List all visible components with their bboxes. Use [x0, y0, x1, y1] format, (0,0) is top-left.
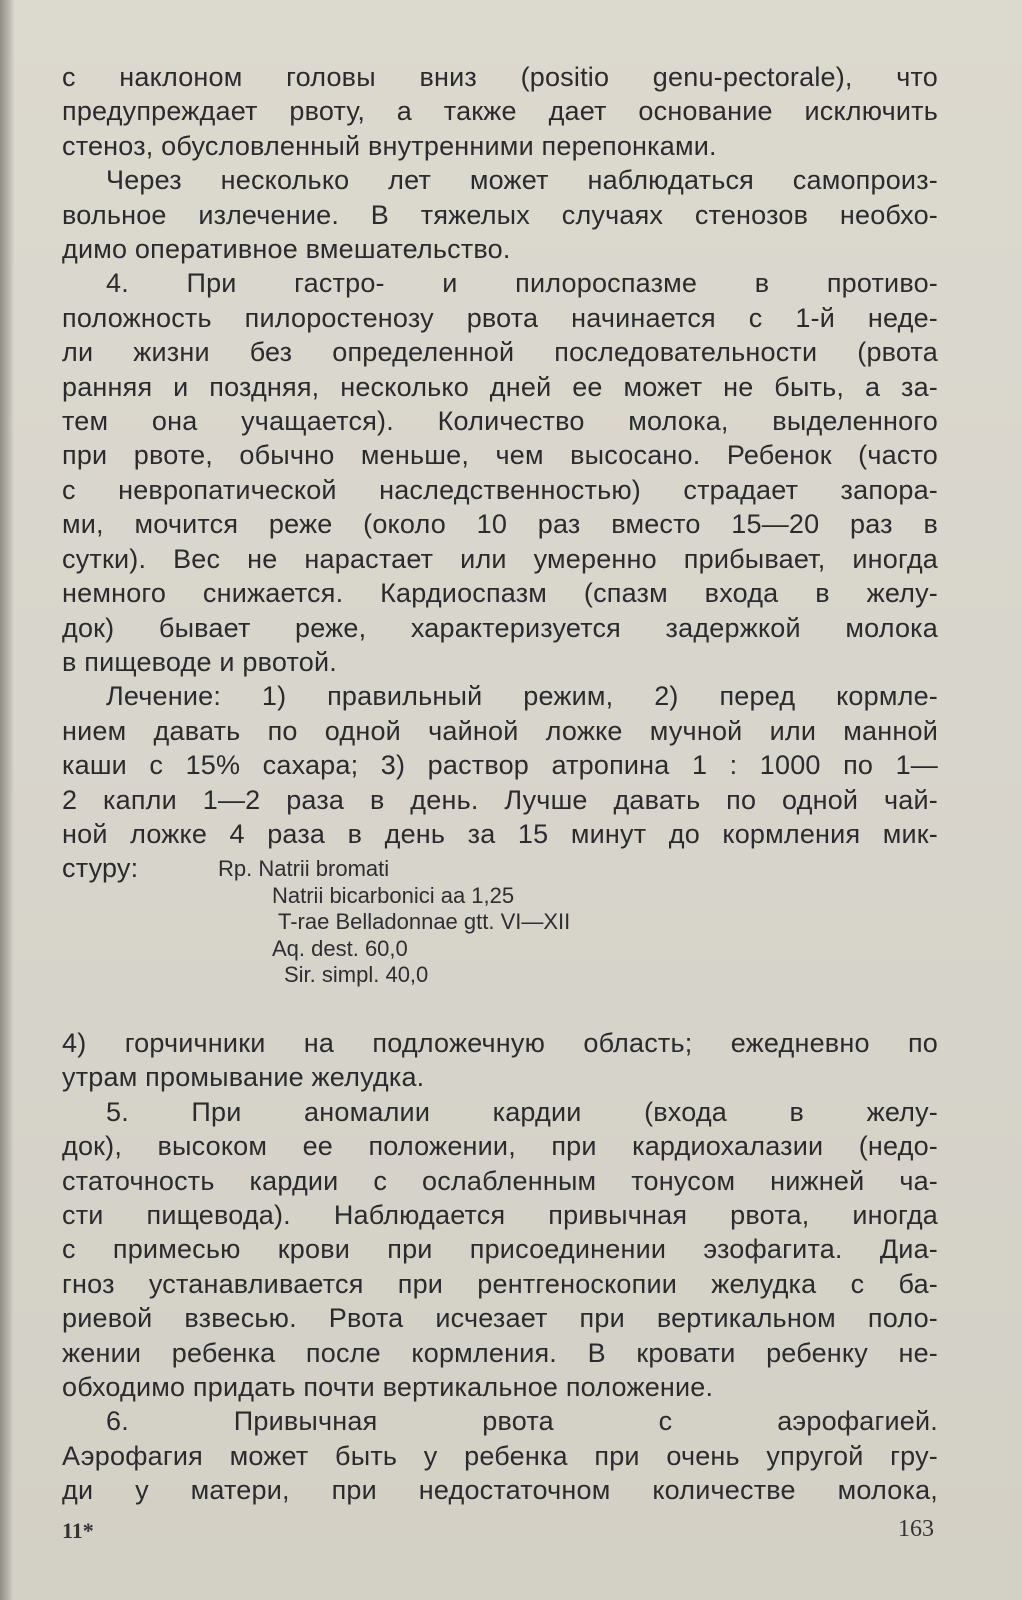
text-line: 2 капли 1—2 раза в день. Лучше давать по одной чай- [62, 784, 938, 815]
text-line: сутки). Вес не нарастает или умеренно прибывает, иногда [62, 543, 938, 574]
text-line: предупреждает рвоту, а также дает основание исключить [62, 96, 938, 127]
text-line: Аэрофагия может быть у ребенка при очень упругой гру- [62, 1440, 938, 1471]
text-line: с невропатической наследственностью) страдает запора- [62, 474, 938, 505]
text-line: стеноз, обусловленный внутренними перепонками. [62, 130, 717, 161]
text-line: риевой взвесью. Рвота исчезает при вертикальном поло- [62, 1303, 938, 1334]
text-line: Лечение: 1) правильный режим, 2) перед кормле- [106, 681, 938, 712]
text-line: стуру: [62, 853, 139, 884]
text-line: док) бывает реже, характеризуется задержкой молока [62, 612, 938, 643]
text-line: при рвоте, обычно меньше, чем высосано. Ребенок (часто [62, 440, 938, 471]
text-line: с наклоном головы вниз (positio genu-pectorale), что [62, 62, 938, 92]
text-line: 4) горчичники на подложечную область; ежедневно по [62, 1028, 938, 1058]
text-line: нием давать по одной чайной ложке мучной или манной [62, 715, 938, 746]
text-line: ди у матери, при недостаточном количестве молока, [62, 1475, 938, 1506]
text-line: 4. При гастро- и пилороспазме в противо- [106, 268, 938, 299]
prescription-line: Sir. simpl. 40,0 [284, 962, 429, 987]
text-line: ранняя и поздняя, несколько дней ее может не быть, а за- [62, 371, 938, 402]
text-line: тем она учащается). Количество молока, выделенного [62, 406, 938, 437]
text-line: в пищеводе и рвотой. [62, 646, 337, 677]
text-line: сти пищевода). Наблюдается привычная рвота, иногда [62, 1200, 938, 1231]
prescription-line: Rp. Natrii bromati [218, 856, 390, 881]
text-line: утрам промывание желудка. [62, 1062, 425, 1093]
text-line: Через несколько лет может наблюдаться самопроиз- [106, 165, 938, 196]
text-line: обходимо придать почти вертикальное положение. [62, 1372, 714, 1403]
text-line: гноз устанавливается при рентгеноскопии желудка с ба- [62, 1268, 938, 1299]
page-number: 163 [898, 1516, 934, 1542]
text-line: ми, мочится реже (около 10 раз вместо 15—20 раз в [62, 509, 938, 540]
text-line: с примесью крови при присоединении эзофагита. Диа- [62, 1234, 938, 1265]
text-block-bottom [62, 1026, 938, 1508]
prescription-block [218, 856, 570, 989]
prescription-line: Aq. dest. 60,0 [272, 935, 408, 961]
text-line: димо оперативное вмешательство. [62, 234, 511, 265]
page-spine-shadow [0, 0, 14, 1600]
prescription-line: Natrii bicarbonici aa 1,25 [272, 882, 515, 908]
text-line: немного снижается. Кардиоспазм (спазм входа в желу- [62, 578, 938, 609]
text-line: статочность кардии с ослабленным тонусом нижней ча- [62, 1165, 938, 1196]
text-line: положность пилоростенозу рвота начинается с 1-й неде- [62, 302, 938, 333]
text-block-top [62, 60, 938, 886]
text-line: вольное излечение. В тяжелых случаях стенозов необхо- [62, 199, 938, 230]
text-line: каши с 15% сахара; 3) раствор атропина 1 : 1000 по 1— [62, 750, 938, 781]
prescription-line: T-rae Belladonnae gtt. VI—XII [278, 909, 571, 934]
text-line: 5. При аномалии кардии (входа в желу- [106, 1096, 938, 1127]
text-line: 6. Привычная рвота с аэрофагией. [106, 1406, 938, 1437]
text-line: ли жизни без определенной последовательности (рвота [62, 337, 938, 368]
text-line: ной ложке 4 раза в день за 15 минут до кормления мик- [62, 818, 938, 849]
text-line: жении ребенка после кормления. В кровати ребенку не- [62, 1337, 938, 1368]
signature-mark: 11* [62, 1518, 94, 1543]
text-line: док), высоком ее положении, при кардиохалазии (недо- [62, 1131, 938, 1162]
